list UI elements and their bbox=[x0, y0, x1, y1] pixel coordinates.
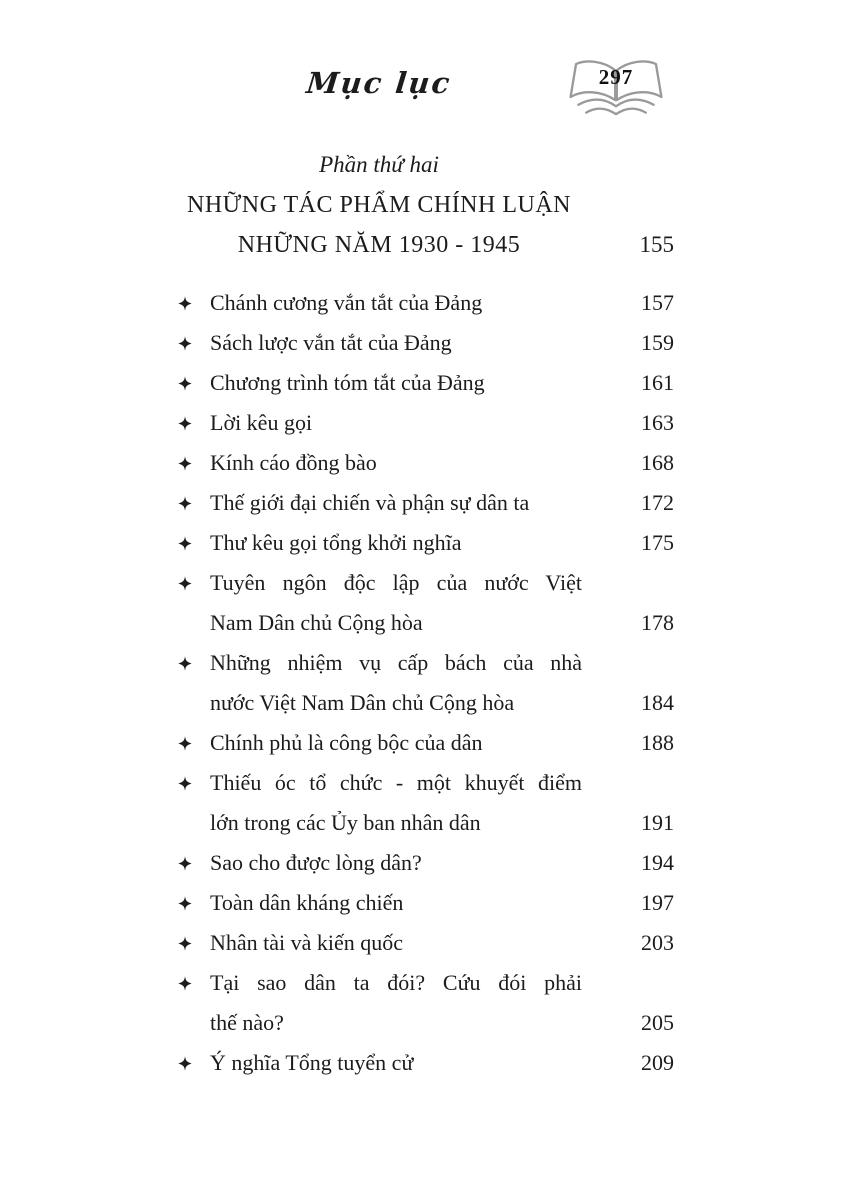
toc-row bbox=[177, 843, 674, 883]
toc-item-page: 209 bbox=[641, 1050, 674, 1075]
four-pointed-star-bullet-icon bbox=[177, 323, 210, 363]
toc-item-text bbox=[210, 283, 582, 323]
toc-item-line: Nhân tài và kiến quốc bbox=[210, 930, 404, 955]
toc-row bbox=[177, 323, 674, 363]
toc-row bbox=[177, 403, 674, 443]
toc-item-text bbox=[210, 763, 582, 843]
toc-item-text bbox=[210, 723, 582, 763]
toc-item-text bbox=[210, 923, 582, 963]
toc-item-page: 178 bbox=[641, 610, 674, 635]
four-pointed-star-bullet-icon bbox=[177, 443, 210, 483]
toc-row bbox=[177, 283, 674, 323]
toc-row bbox=[177, 643, 674, 723]
toc-item-line: nước Việt Nam Dân chủ Cộng hòa bbox=[210, 690, 515, 715]
toc-row bbox=[177, 723, 674, 763]
toc-item-text bbox=[210, 403, 582, 443]
section-page-number: 155 bbox=[639, 232, 674, 257]
toc-item-page: 172 bbox=[641, 490, 674, 515]
toc-item-line: Tại sao dân ta đói? Cứu đói phải bbox=[210, 970, 582, 995]
four-pointed-star-bullet-icon bbox=[177, 963, 210, 1003]
four-pointed-star-bullet-icon bbox=[177, 363, 210, 403]
page-number-badge bbox=[569, 56, 663, 130]
toc-row bbox=[177, 963, 674, 1043]
toc-item-line: thế nào? bbox=[210, 1010, 284, 1035]
toc-item-text bbox=[210, 363, 582, 403]
toc-item-text bbox=[210, 963, 582, 1043]
four-pointed-star-bullet-icon bbox=[177, 563, 210, 603]
toc-item-page: 205 bbox=[641, 1010, 674, 1035]
toc-item-text bbox=[210, 483, 582, 523]
page-number: 297 bbox=[598, 65, 634, 89]
toc-item-page: 188 bbox=[641, 730, 674, 755]
toc-item-page: 203 bbox=[641, 930, 674, 955]
toc-item-line: Sách lược vắn tắt của Đảng bbox=[210, 330, 452, 355]
toc-row bbox=[177, 763, 674, 843]
toc-item-page: 184 bbox=[641, 690, 674, 715]
toc-item-line: lớn trong các Ủy ban nhân dân bbox=[210, 810, 481, 835]
toc-row bbox=[177, 363, 674, 403]
toc-row bbox=[177, 443, 674, 483]
toc-item-line: Ý nghĩa Tổng tuyển cử bbox=[210, 1050, 414, 1075]
toc-item-page: 175 bbox=[641, 530, 674, 555]
toc-list bbox=[177, 283, 674, 1083]
toc-item-line: Chính phủ là công bộc của dân bbox=[210, 730, 483, 755]
toc-row bbox=[177, 523, 674, 563]
toc-item-page: 194 bbox=[641, 850, 674, 875]
four-pointed-star-bullet-icon bbox=[177, 403, 210, 443]
toc-content bbox=[177, 145, 674, 1083]
four-pointed-star-bullet-icon bbox=[177, 1043, 210, 1083]
page-title: Mục lục bbox=[304, 66, 454, 100]
toc-item-page: 191 bbox=[641, 810, 674, 835]
toc-item-text bbox=[210, 523, 582, 563]
four-pointed-star-bullet-icon bbox=[177, 723, 210, 763]
toc-item-page: 168 bbox=[641, 450, 674, 475]
section-title-line-1: NHỮNG TÁC PHẨM CHÍNH LUẬN bbox=[186, 192, 572, 218]
toc-item-text bbox=[210, 1043, 582, 1083]
part-label: Phần thứ hai bbox=[319, 152, 439, 177]
toc-item-page: 157 bbox=[641, 290, 674, 315]
section-title-line-2: NHỮNG NĂM 1930 - 1945 bbox=[237, 232, 521, 258]
four-pointed-star-bullet-icon bbox=[177, 523, 210, 563]
toc-item-line: Nam Dân chủ Cộng hòa bbox=[210, 610, 423, 635]
four-pointed-star-bullet-icon bbox=[177, 923, 210, 963]
section-title-row bbox=[177, 225, 674, 265]
toc-item-text bbox=[210, 843, 582, 883]
four-pointed-star-bullet-icon bbox=[177, 843, 210, 883]
toc-item-text bbox=[210, 323, 582, 363]
toc-item-line: Thư kêu gọi tổng khởi nghĩa bbox=[210, 530, 462, 555]
toc-item-line: Toàn dân kháng chiến bbox=[210, 890, 404, 915]
four-pointed-star-bullet-icon bbox=[177, 643, 210, 683]
toc-item-line: Sao cho được lòng dân? bbox=[210, 850, 422, 875]
toc-item-text bbox=[210, 883, 582, 923]
toc-item-line: Chương trình tóm tắt của Đảng bbox=[210, 370, 485, 395]
toc-item-page: 163 bbox=[641, 410, 674, 435]
toc-item-line: Thế giới đại chiến và phận sự dân ta bbox=[210, 490, 530, 515]
toc-row bbox=[177, 923, 674, 963]
toc-item-line: Lời kêu gọi bbox=[210, 410, 313, 435]
toc-row bbox=[177, 563, 674, 643]
toc-row bbox=[177, 483, 674, 523]
four-pointed-star-bullet-icon bbox=[177, 763, 210, 803]
toc-item-line: Tuyên ngôn độc lập của nước Việt bbox=[210, 570, 582, 595]
four-pointed-star-bullet-icon bbox=[177, 283, 210, 323]
toc-row bbox=[177, 883, 674, 923]
toc-item-page: 159 bbox=[641, 330, 674, 355]
toc-item-page: 197 bbox=[641, 890, 674, 915]
toc-item-line: Kính cáo đồng bào bbox=[210, 450, 377, 475]
toc-item-text bbox=[210, 563, 582, 643]
toc-item-text bbox=[210, 443, 582, 483]
four-pointed-star-bullet-icon bbox=[177, 483, 210, 523]
toc-item-line: Chánh cương vắn tắt của Đảng bbox=[210, 290, 483, 315]
four-pointed-star-bullet-icon bbox=[177, 883, 210, 923]
toc-item-page: 161 bbox=[641, 370, 674, 395]
toc-item-line: Những nhiệm vụ cấp bách của nhà bbox=[210, 650, 582, 675]
toc-item-line: Thiếu óc tổ chức - một khuyết điểm bbox=[210, 770, 582, 795]
toc-row bbox=[177, 1043, 674, 1083]
toc-item-text bbox=[210, 643, 582, 723]
